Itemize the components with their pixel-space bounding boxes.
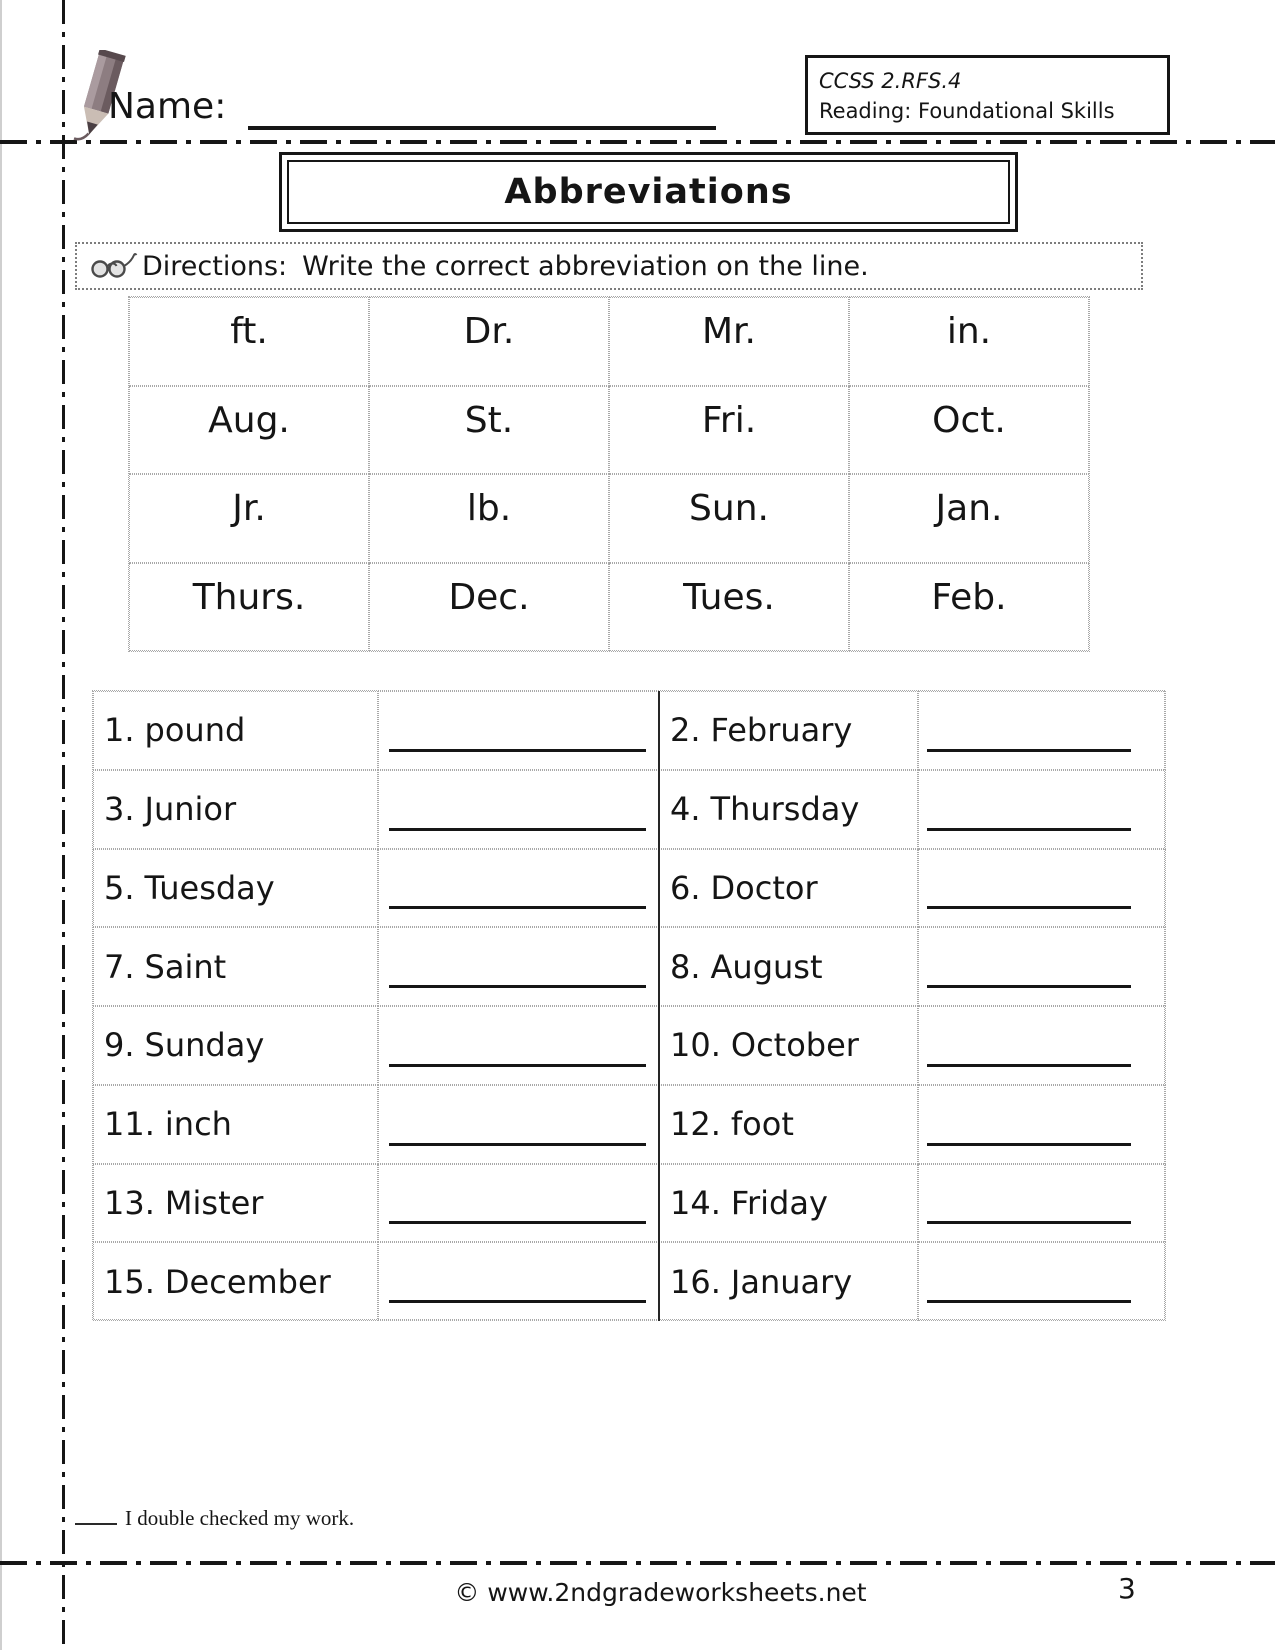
answer-blank: [918, 691, 1166, 770]
exercise-item: [93, 691, 378, 770]
exercise-word: Thursday: [710, 790, 860, 829]
exercise-number: 14.: [670, 1183, 721, 1222]
word-bank-cell: St.: [369, 386, 609, 475]
standard-box: [805, 55, 1170, 135]
double-check-row: [75, 1506, 354, 1531]
exercise-number: 12.: [670, 1105, 721, 1144]
column-divider-line: [658, 691, 660, 1321]
exercise-number: 8.: [670, 947, 701, 986]
answer-blank-line: [927, 985, 1131, 988]
exercise-number: 9.: [104, 1026, 135, 1065]
exercise-word: January: [730, 1262, 853, 1301]
directions-text: Write the correct abbreviation on the line.: [302, 250, 869, 282]
exercise-item: [93, 927, 378, 1006]
exercise-word: Friday: [730, 1183, 828, 1222]
exercise-item: [659, 1006, 918, 1085]
answer-blank-line: [927, 906, 1131, 909]
answer-blank-line: [927, 1064, 1131, 1067]
header-dashdot-line: [0, 140, 1275, 144]
answer-blank-line: [389, 906, 646, 909]
exercise-word: pound: [144, 711, 246, 750]
exercise-table: [92, 690, 1165, 1320]
exercise-word: August: [710, 947, 823, 986]
exercise-item: [659, 927, 918, 1006]
exercise-item: [659, 770, 918, 849]
exercise-number: 1.: [104, 711, 135, 750]
exercise-word: October: [730, 1026, 859, 1065]
directions-box: [75, 242, 1143, 290]
double-check-blank-line: [75, 1508, 117, 1525]
margin-dashdot-vertical: [62, 0, 65, 1650]
exercise-word: Doctor: [710, 868, 818, 907]
double-check-text: I double checked my work.: [125, 1506, 355, 1530]
answer-blank-line: [927, 1300, 1131, 1303]
answer-blank: [378, 1085, 659, 1164]
exercise-number: 4.: [670, 790, 701, 829]
exercise-number: 2.: [670, 711, 701, 750]
exercise-word: Tuesday: [144, 868, 275, 907]
answer-blank-line: [389, 749, 646, 752]
answer-blank-line: [389, 828, 646, 831]
page-edge-line: [0, 0, 2, 1650]
title-box: [279, 152, 1018, 232]
word-bank-cell: Fri.: [609, 386, 849, 475]
footer-dashdot-line: [0, 1561, 1275, 1565]
word-bank-cell: in.: [849, 297, 1089, 386]
word-bank-cell: Aug.: [129, 386, 369, 475]
exercise-item: [93, 1164, 378, 1243]
word-bank-cell: lb.: [369, 474, 609, 563]
answer-blank-line: [389, 1221, 646, 1224]
site-credit: © www.2ndgradeworksheets.net: [454, 1578, 867, 1607]
exercise-number: 15.: [104, 1262, 155, 1301]
exercise-item: [93, 770, 378, 849]
directions-label: Directions:: [142, 250, 288, 282]
word-bank-cell: Sun.: [609, 474, 849, 563]
exercise-item: [93, 1242, 378, 1321]
word-bank-table: [128, 296, 1090, 652]
worksheet-title: Abbreviations: [504, 172, 793, 212]
exercise-word: inch: [164, 1105, 232, 1144]
name-label: Name:: [108, 86, 227, 127]
answer-blank: [378, 1006, 659, 1085]
exercise-number: 6.: [670, 868, 701, 907]
answer-blank-line: [389, 1300, 646, 1303]
exercise-word: February: [710, 711, 853, 750]
word-bank-cell: ft.: [129, 297, 369, 386]
answer-blank: [378, 849, 659, 928]
answer-blank-line: [927, 828, 1131, 831]
exercise-number: 11.: [104, 1105, 155, 1144]
answer-blank-line: [927, 1143, 1131, 1146]
page-number: 3: [1118, 1572, 1136, 1605]
exercise-item: [93, 849, 378, 928]
answer-blank: [918, 770, 1166, 849]
answer-blank: [918, 927, 1166, 1006]
word-bank-cell: Thurs.: [129, 563, 369, 652]
standard-subject: Reading: Foundational Skills: [819, 99, 1115, 124]
exercise-number: 16.: [670, 1262, 721, 1301]
exercise-item: [659, 1164, 918, 1243]
answer-blank: [918, 1085, 1166, 1164]
word-bank-cell: Mr.: [609, 297, 849, 386]
word-bank-cell: Jr.: [129, 474, 369, 563]
answer-blank: [378, 691, 659, 770]
exercise-word: foot: [730, 1105, 794, 1144]
answer-blank: [378, 927, 659, 1006]
exercise-item: [659, 849, 918, 928]
answer-blank-line: [389, 1143, 646, 1146]
exercise-number: 7.: [104, 947, 135, 986]
exercise-item: [93, 1085, 378, 1164]
answer-blank-line: [927, 749, 1131, 752]
exercise-item: [659, 691, 918, 770]
exercise-item: [659, 1085, 918, 1164]
answer-blank: [378, 1242, 659, 1321]
exercise-number: 10.: [670, 1026, 721, 1065]
answer-blank-line: [389, 1064, 646, 1067]
exercise-word: Sunday: [144, 1026, 265, 1065]
exercise-word: Mister: [164, 1183, 264, 1222]
title-inner-border: [287, 160, 1010, 224]
answer-blank: [378, 770, 659, 849]
exercise-number: 13.: [104, 1183, 155, 1222]
exercise-word: Junior: [144, 790, 237, 829]
standard-code: CCSS 2.RFS.4: [819, 69, 962, 93]
glasses-icon: [90, 252, 138, 280]
name-blank-line: [248, 126, 716, 130]
word-bank-cell: Jan.: [849, 474, 1089, 563]
answer-blank: [918, 1242, 1166, 1321]
word-bank-cell: Dr.: [369, 297, 609, 386]
answer-blank: [918, 1164, 1166, 1243]
answer-blank-line: [927, 1221, 1131, 1224]
exercise-item: [659, 1242, 918, 1321]
word-bank-cell: Feb.: [849, 563, 1089, 652]
exercise-word: December: [164, 1262, 331, 1301]
word-bank-cell: Tues.: [609, 563, 849, 652]
answer-blank: [918, 849, 1166, 928]
exercise-item: [93, 1006, 378, 1085]
answer-blank-line: [389, 985, 646, 988]
word-bank-cell: Dec.: [369, 563, 609, 652]
exercise-word: Saint: [144, 947, 227, 986]
exercise-number: 5.: [104, 868, 135, 907]
answer-blank: [918, 1006, 1166, 1085]
exercise-number: 3.: [104, 790, 135, 829]
answer-blank: [378, 1164, 659, 1243]
word-bank-cell: Oct.: [849, 386, 1089, 475]
